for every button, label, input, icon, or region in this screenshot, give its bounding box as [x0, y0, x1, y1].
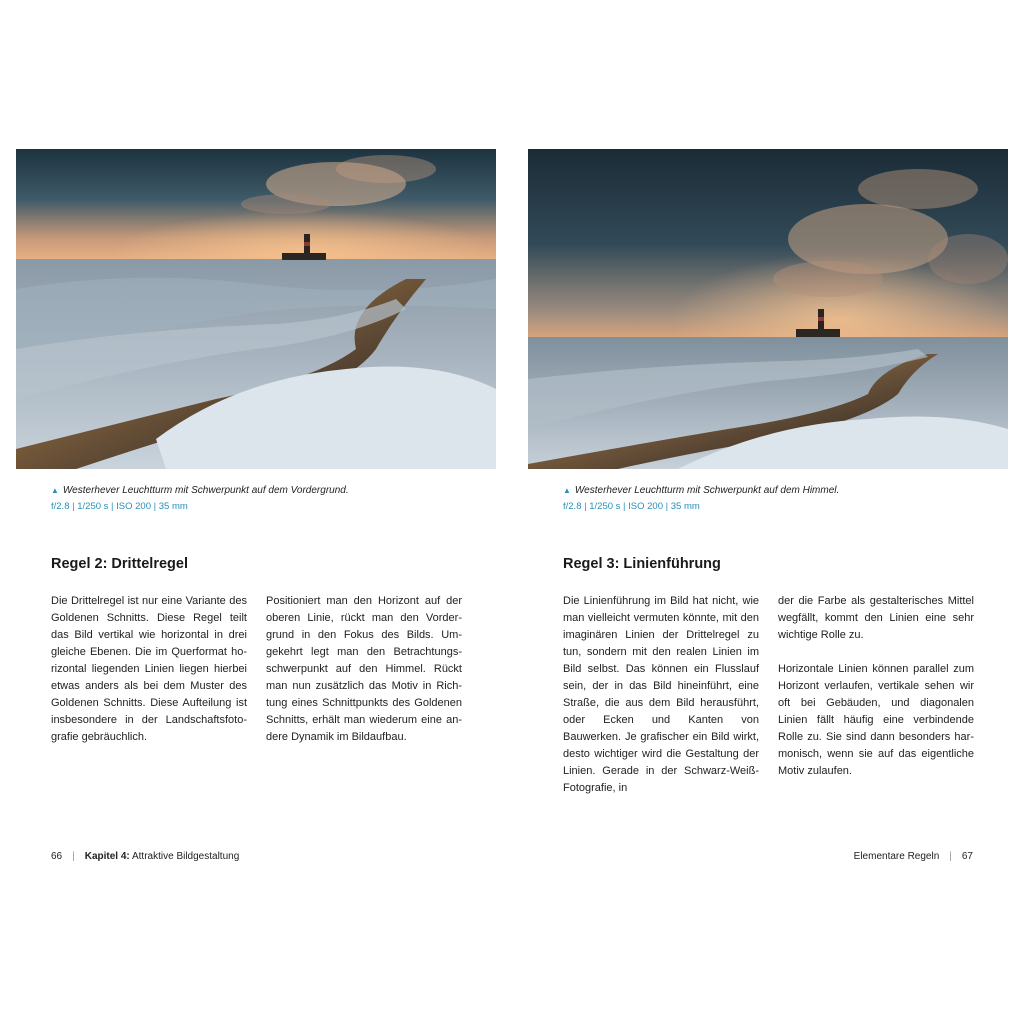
- chapter-title: Attraktive Bildgestaltung: [131, 851, 240, 862]
- paragraph: Horizontale Linien können parallel zum Horizont verlaufen, vertikale sehen wir oft bei Gebäuden, und diagonalen Linien fällt häufig eine verbindende Rolle zu. Sie sind dann besonders harmonisch, wenn sie auf das eigentliche Motiv zulaufen.: [778, 663, 974, 777]
- photo-caption: [51, 484, 491, 497]
- page-footer: [854, 850, 973, 863]
- paragraph: Positioniert man den Horizont auf der oberen Linie, rückt man den Vordergrund in den Fokus des Bilds. Umgekehrt legt man den Betrachtungsschwerpunkt auf den Himmel. Rückt man nun zusätzlich das Motiv in Richtung eines Schnittpunkts des Goldenen Schnitts, erhält man wiederum eine andere Dynamik im Bildaufbau.: [266, 595, 462, 743]
- page-number: 67: [961, 851, 973, 862]
- footer-divider: |: [72, 851, 75, 862]
- page-number: 66: [51, 851, 63, 862]
- paragraph: Die Drittelregel ist nur eine Variante des Goldenen Schnitts. Diese Regel teilt das Bild vertikal wie horizontal in drei gleiche Ebenen. Die im Querformat horizontal liegenden Linien liegen hierbei etwas anders als bei dem Muster des Goldenen Schnitts. Diese Aufteilung ist insbesondere in der Landschaftsfotografie gebräuchlich.: [51, 595, 247, 743]
- lighthouse-sky-photo: [528, 149, 1008, 469]
- text-column-1: [563, 593, 759, 797]
- text-column-2: [266, 593, 462, 746]
- page-footer: [51, 850, 239, 863]
- right-page: [512, 0, 1024, 1024]
- triangle-icon: ▲: [563, 486, 571, 495]
- text-column-2: [778, 593, 974, 780]
- triangle-icon: ▲: [51, 486, 59, 495]
- section-heading: Regel 3: Linienführung: [563, 556, 721, 572]
- footer-divider: |: [949, 851, 952, 862]
- photo-caption: [563, 484, 1003, 497]
- text-column-1: [51, 593, 247, 746]
- chapter-label: Kapitel 4:: [84, 851, 130, 862]
- caption-text: Westerhever Leuchtturm mit Schwerpunkt auf dem Vordergrund.: [62, 485, 349, 496]
- section-title: Elementare Regeln: [853, 851, 940, 862]
- paragraph: Die Linienführung im Bild hat nicht, wie man vielleicht vermuten könnte, mit den imaginären Linien der Drittelregel zu tun, sondern mit den realen Linien im Bild selbst. Das können ein Flusslauf sein, der in das Bild hineinführt, eine Straße, die aus dem Bild herausführt, oder Ecken und Kanten von Bauwerken. Je grafischer ein Bild wirkt, desto wichtiger wird die Gestaltung der Linien. Gerade in der Schwarz-Weiß-Fotografie, in: [563, 595, 759, 794]
- exif-info: f/2.8 | 1/250 s | ISO 200 | 35 mm: [51, 501, 188, 512]
- caption-text: Westerhever Leuchtturm mit Schwerpunkt auf dem Himmel.: [574, 485, 840, 496]
- section-heading: Regel 2: Drittelregel: [51, 556, 188, 572]
- paragraph: der die Farbe als gestalterisches Mittel wegfällt, kommt den Linien eine sehr wichtige Rolle zu.: [778, 595, 974, 641]
- exif-info: f/2.8 | 1/250 s | ISO 200 | 35 mm: [563, 501, 700, 512]
- lighthouse-foreground-photo: [16, 149, 496, 469]
